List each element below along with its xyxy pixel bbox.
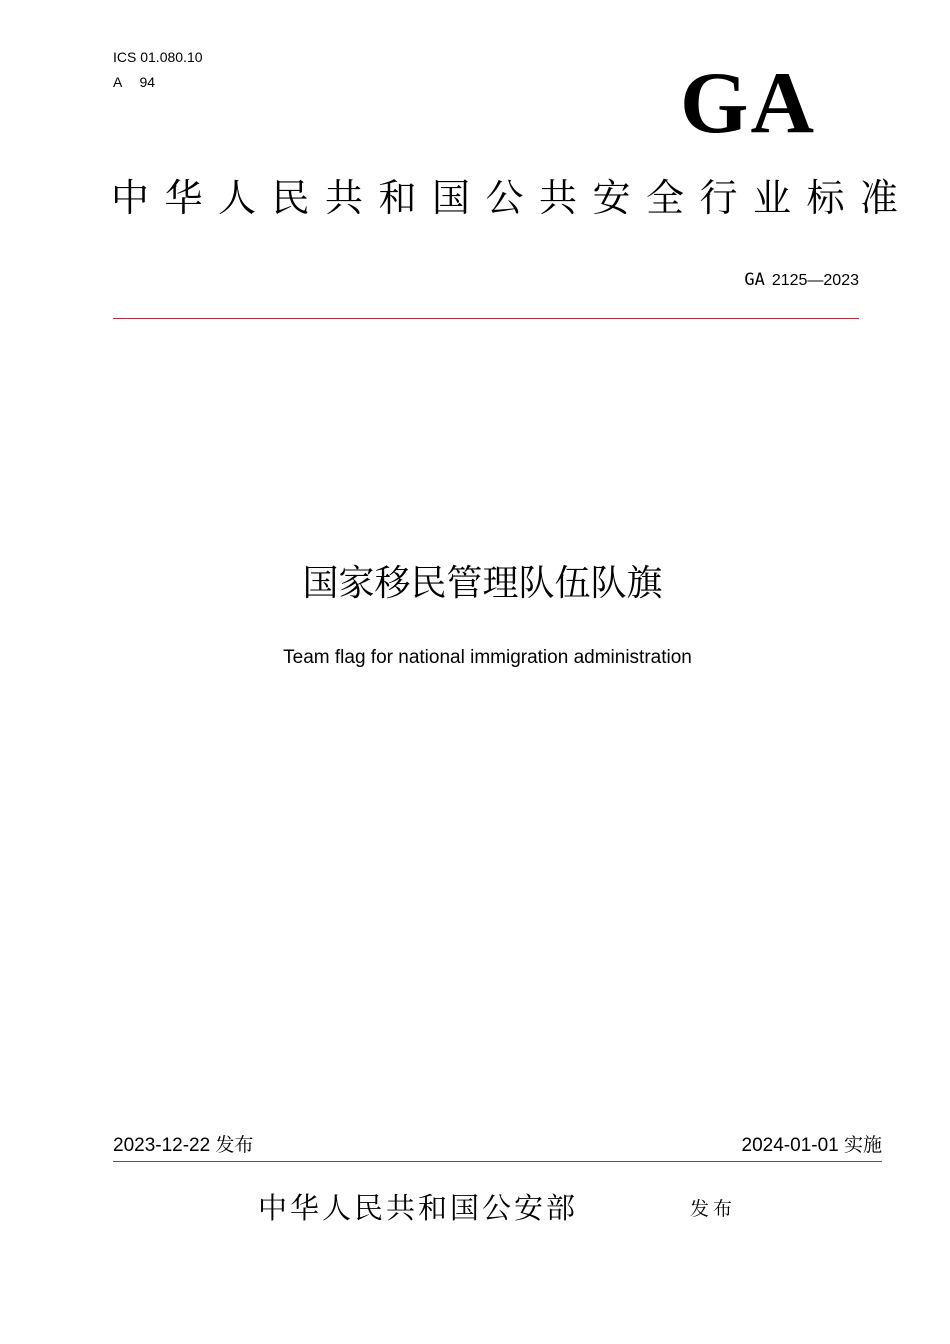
- ga-logo: GA: [680, 55, 816, 152]
- publish-label: 发布: [690, 1198, 737, 1220]
- standard-code-prefix: GA: [744, 270, 765, 290]
- issue-date: 2023-12-22 发布: [113, 1135, 254, 1156]
- document-title-en: Team flag for national immigration administration: [283, 647, 692, 668]
- ccs-code: A 94: [113, 74, 156, 90]
- bottom-divider: [113, 1161, 882, 1162]
- ics-code: ICS 01.080.10: [113, 49, 203, 65]
- publisher: 中华人民共和国公安部: [258, 1191, 579, 1225]
- standard-category: 中华人民共和国公共安全行业标准: [111, 176, 914, 220]
- standard-code-number: 2125—2023: [771, 272, 859, 289]
- standard-code: [744, 270, 859, 291]
- implementation-date: 2024-01-01 实施: [741, 1135, 882, 1156]
- document-title-zh: 国家移民管理队伍队旗: [302, 563, 663, 604]
- top-divider: [113, 318, 859, 319]
